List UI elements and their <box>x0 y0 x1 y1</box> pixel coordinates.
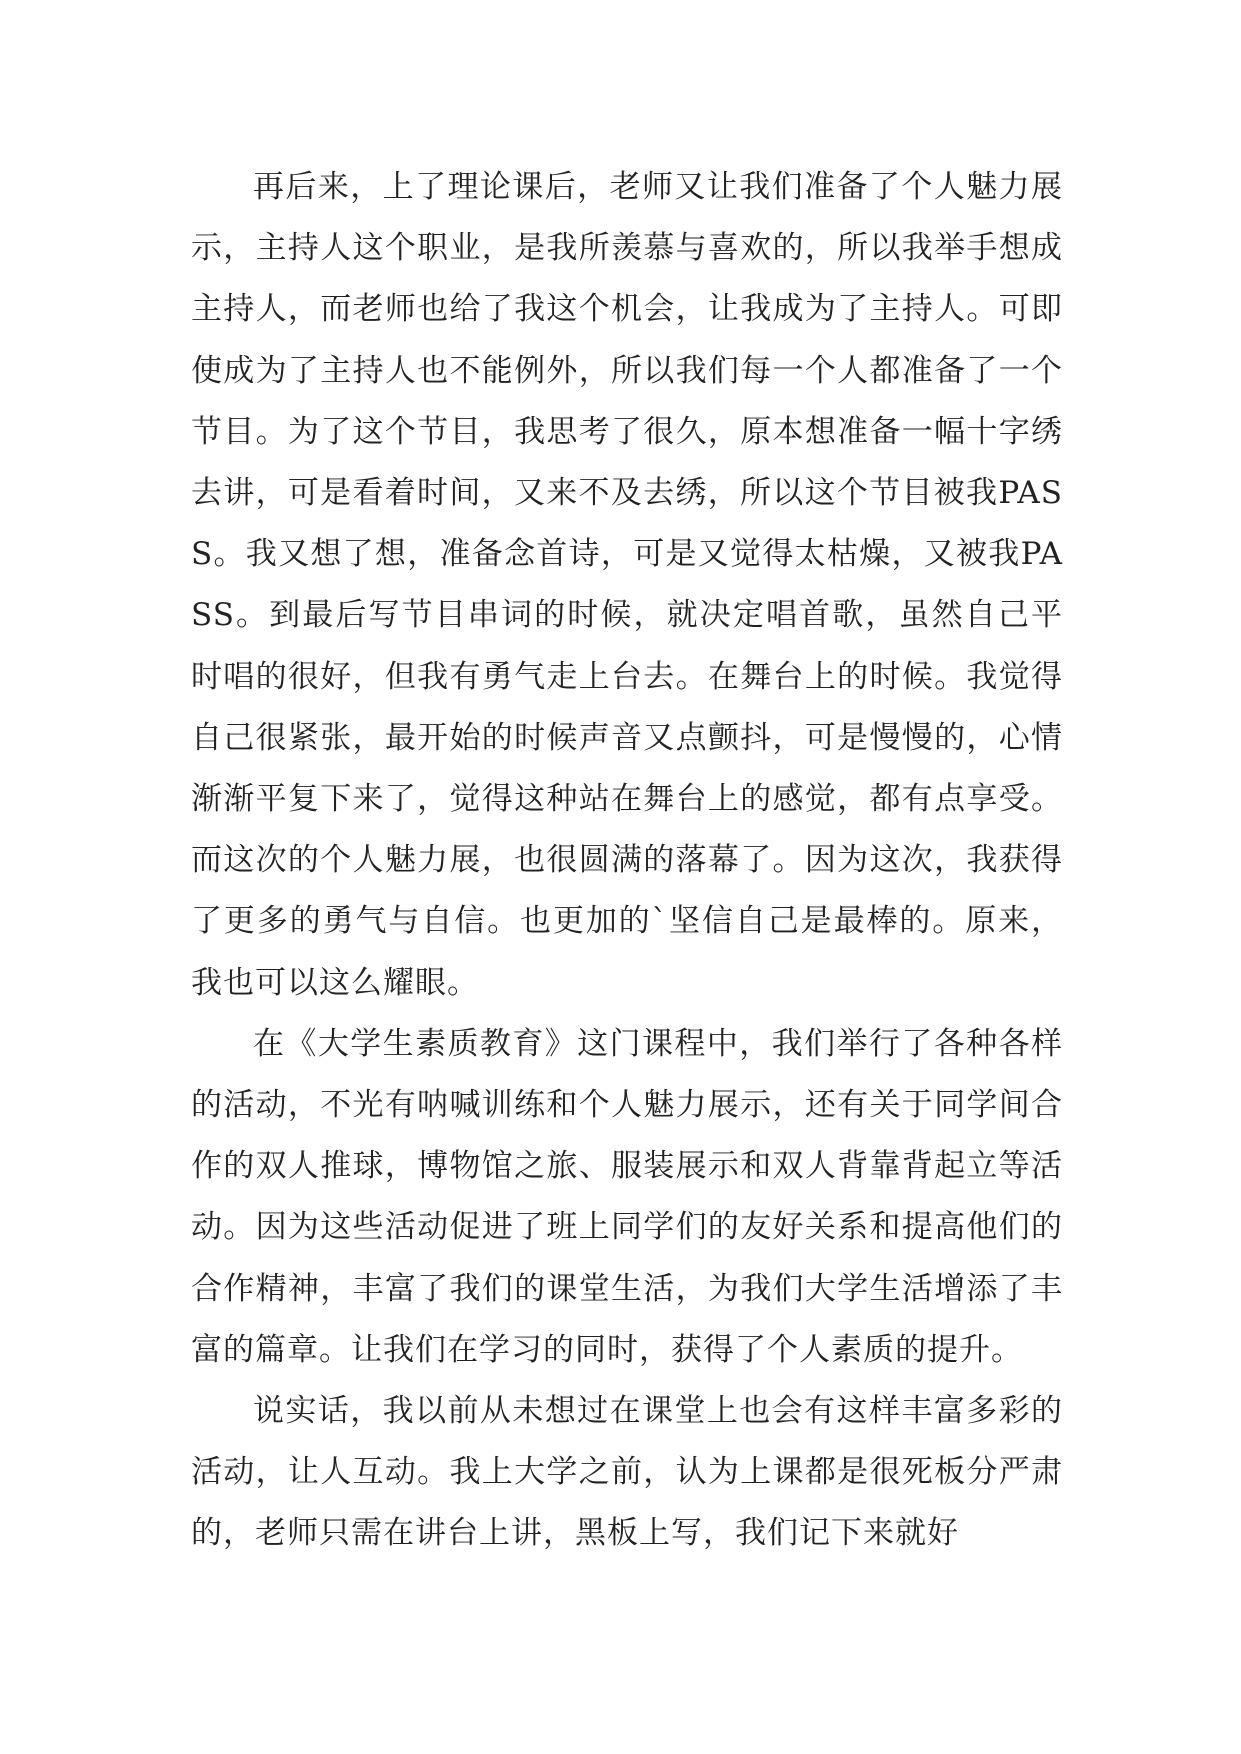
paragraph-1: 再后来，上了理论课后，老师又让我们准备了个人魅力展示，主持人这个职业，是我所羡慕与喜欢的，所以我举手想成主持人，而老师也给了我这个机会，让我成为了主持人。可即使成为了主持人也不能例外，所以我们每一个人都准备了一个节目。为了这个节目，我思考了很久，原本想准备一幅十字绣去讲，可是看着时间，又来不及去绣，所以这个节目被我PASS。我又想了想，准备念首诗，可是又觉得太枯燥，又被我PASS。到最后写节目串词的时候，就决定唱首歌，虽然自己平时唱的很好，但我有勇气走上台去。在舞台上的时候。我觉得自己很紧张，最开始的时候声音又点颤抖，可是慢慢的，心情渐渐平复下来了，觉得这种站在舞台上的感觉，都有点享受。而这次的个人魅力展，也很圆满的落幕了。因为这次，我获得了更多的勇气与自信。也更加的`坚信自己是最棒的。原来，我也可以这么耀眼。 <box>191 169 1063 1001</box>
paragraph-3: 说实话，我以前从未想过在课堂上也会有这样丰富多彩的活动，让人互动。我上大学之前，认为上课都是很死板分严肃的，老师只需在讲台上讲，黑板上写，我们记下来就好 <box>191 1393 1063 1552</box>
paragraph-2: 在《大学生素质教育》这门课程中，我们举行了各种各样的活动，不光有呐喊训练和个人魅力展示，还有关于同学间合作的双人推球，博物馆之旅、服装展示和双人背靠背起立等活动。因为这些活动促进了班上同学们的友好关系和提高他们的合作精神，丰富了我们的课堂生活，为我们大学生活增添了丰富的篇章。让我们在学习的同时，获得了个人素质的提升。 <box>191 1025 1063 1368</box>
document-body <box>191 157 1063 1565</box>
